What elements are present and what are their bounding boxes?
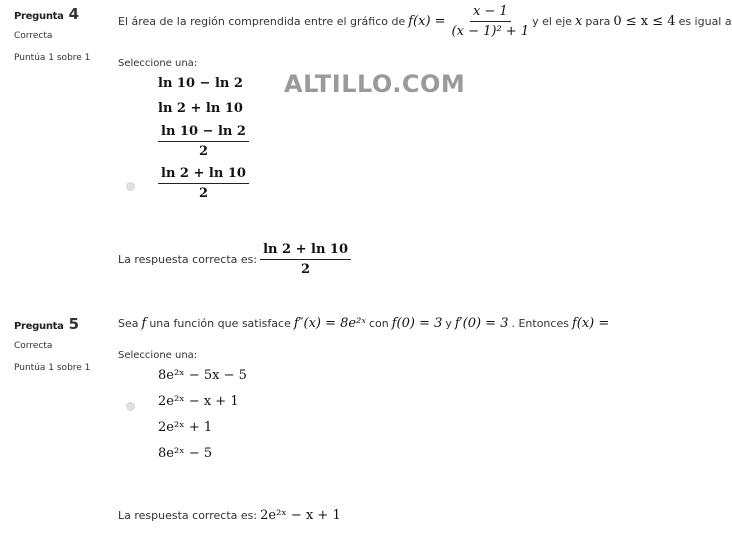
question-state: Correcta: [14, 341, 53, 351]
watermark: ALTILLO.COM: [284, 70, 466, 98]
option-label: ln 2 + ln 10: [158, 101, 243, 116]
radio-button[interactable]: [126, 182, 135, 191]
option-label: 8e²ˣ − 5x − 5: [158, 368, 247, 383]
question-number-value: 4: [68, 5, 80, 23]
question-5: [0, 310, 700, 534]
question-label: Pregunta: [14, 11, 64, 22]
question-grade: Puntúa 1 sobre 1: [14, 363, 91, 373]
fraction-denominator: (x − 1)² + 1: [451, 24, 530, 39]
question-info: [14, 314, 114, 373]
fraction-denominator: 2: [198, 186, 208, 201]
question-text-part: una función que satisface: [149, 317, 291, 330]
question-number: [14, 4, 114, 23]
question-text-part: para: [585, 15, 611, 28]
math-interval: 0 ≤ x ≤ 4: [613, 14, 676, 29]
question-text-part: Sea: [118, 317, 139, 330]
question-grade: Puntúa 1 sobre 1: [14, 53, 91, 63]
option-label: 2e²ˣ + 1: [158, 420, 213, 435]
math-var: f: [141, 316, 147, 331]
correct-answer-value: 2e²ˣ − x + 1: [260, 508, 341, 523]
question-text-part: y el eje: [532, 15, 573, 28]
question-number: [14, 314, 114, 333]
correct-answer: [118, 508, 344, 523]
question-info: [14, 4, 114, 63]
fraction-numerator: ln 10 − ln 2: [158, 124, 249, 142]
option-label: 2e²ˣ − x + 1: [158, 394, 239, 409]
option-fraction: [158, 166, 249, 201]
math-fx: f(x) =: [408, 14, 446, 29]
option-label: ln 10 − ln 2: [158, 76, 243, 91]
correct-answer-label: La respuesta correcta es:: [118, 253, 258, 266]
correct-answer-label: La respuesta correcta es:: [118, 509, 258, 522]
question-text-part: El área de la región comprendida entre el gráfico de: [118, 15, 406, 28]
fraction-denominator: 2: [301, 262, 311, 277]
correct-answer: [118, 242, 354, 277]
fraction-denominator: 2: [198, 144, 208, 159]
correct-answer-fraction: [260, 242, 351, 277]
math-equation: f(0) = 3: [391, 316, 443, 331]
question-number-value: 5: [68, 315, 80, 333]
question-text-part: y: [445, 317, 452, 330]
question-text: [118, 316, 612, 331]
question-text: [118, 4, 732, 39]
fraction-numerator: ln 2 + ln 10: [260, 242, 351, 260]
question-text-part: con: [368, 317, 389, 330]
math-equation: f′(0) = 3: [454, 316, 509, 331]
question-state: Correcta: [14, 31, 53, 41]
question-label: Pregunta: [14, 321, 64, 332]
option-fraction: [158, 124, 249, 159]
select-prompt: Seleccione una:: [118, 350, 198, 361]
math-var: x: [575, 14, 583, 29]
math-equation: f″(x) = 8e²ˣ: [293, 316, 366, 331]
radio-button[interactable]: [126, 402, 135, 411]
fraction-numerator: x − 1: [470, 4, 511, 22]
question-text-part: . Entonces: [511, 317, 569, 330]
fraction-numerator: ln 2 + ln 10: [158, 166, 249, 184]
option-label: 8e²ˣ − 5: [158, 446, 213, 461]
select-prompt: Seleccione una:: [118, 58, 198, 69]
math-fraction: [452, 4, 530, 39]
question-text-part: es igual a: [678, 15, 732, 28]
math-equation: f(x) =: [571, 316, 610, 331]
